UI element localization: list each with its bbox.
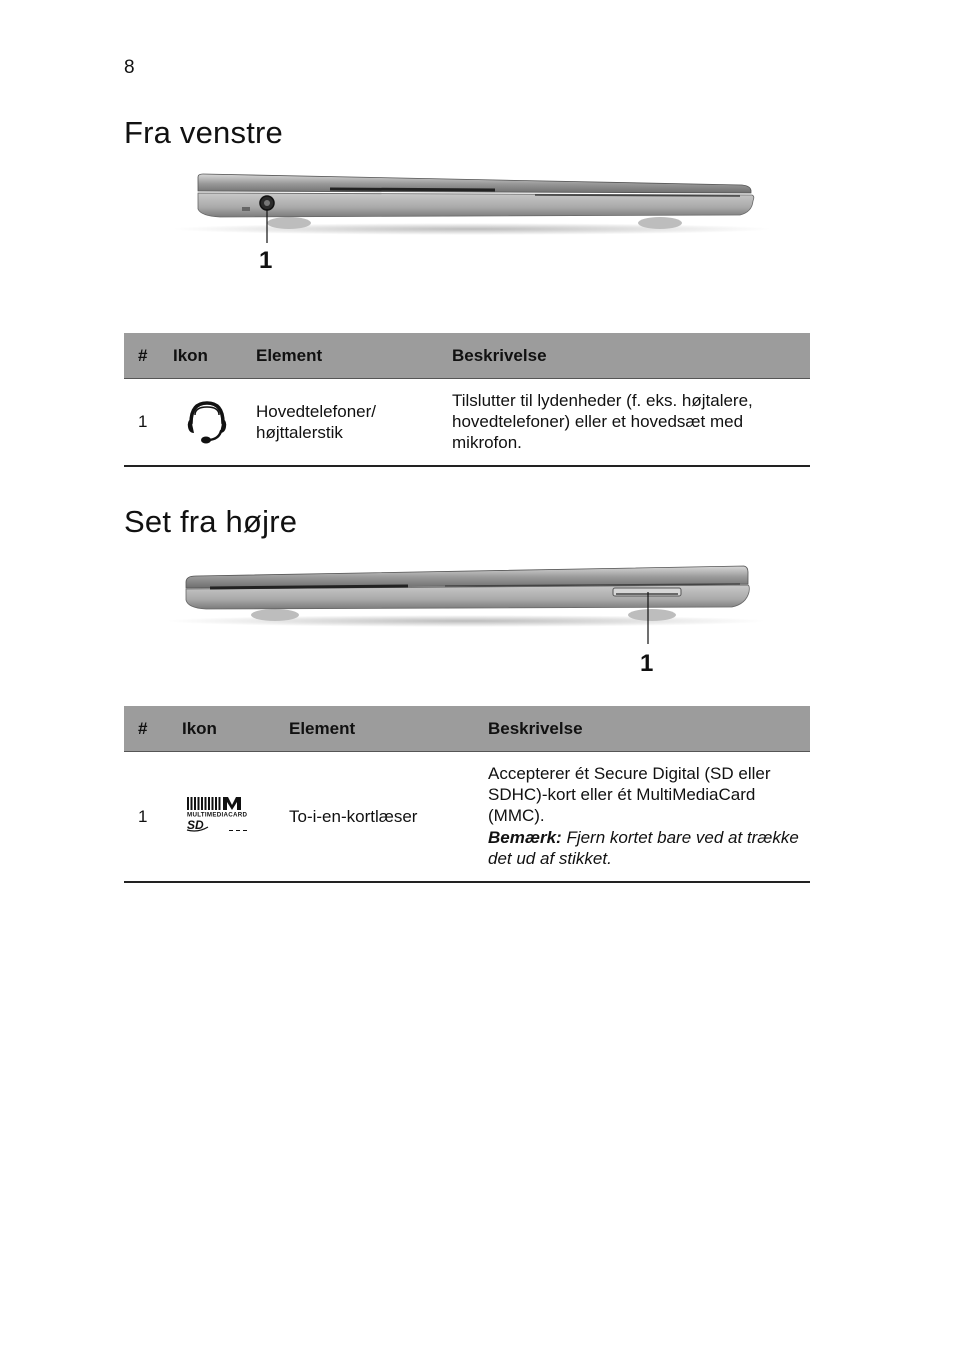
description-text: Accepterer ét Secure Digital (SD eller SDHC)-kort eller ét MultiMediaCard (MMC). [488,764,771,826]
row-icon-cell [182,752,289,882]
card-reader-icon-top-text: MULTIMEDIACARD [187,811,247,819]
right-side-table [124,706,810,883]
card-reader-icon [186,796,252,836]
header-number: # [124,706,182,752]
note [488,827,810,869]
element-line: Hovedtelefoner/ [256,401,377,421]
left-side-table [124,333,810,467]
table-row [124,752,810,882]
header-icon: Ikon [182,706,289,752]
callout-number: 1 [259,247,273,274]
section-title-right-view: Set fra højre [124,504,298,539]
section-title-left-view: Fra venstre [124,115,283,150]
callout-number: 1 [640,650,654,677]
header-description: Beskrivelse [452,333,810,379]
header-number: # [124,333,173,379]
page-number: 8 [124,57,135,78]
row-element [256,379,452,466]
laptop-left-side-illustration [0,165,954,285]
table-header-row [124,706,810,752]
card-reader-icon-bottom-text: SD [187,818,204,833]
table-header-row [124,333,810,379]
laptop-right-side-illustration [0,558,954,683]
note-label: Bemærk: [488,828,562,848]
row-number: 1 [138,412,148,432]
note-text: Fjern kortet bare ved at trække det ud af stikket. [488,828,799,869]
row-description [488,752,810,882]
row-element: To-i-en-kortlæser [289,806,418,826]
element-line: højttalerstik [256,422,343,442]
header-icon: Ikon [173,333,256,379]
row-description: Tilslutter til lydenheder (f. eks. højtalere, hovedtelefoner) eller et hovedsæt med mikrofon. [452,391,753,453]
header-description: Beskrivelse [488,706,810,752]
headset-icon [185,397,229,447]
header-element: Element [289,706,488,752]
header-element: Element [256,333,452,379]
row-number: 1 [138,806,148,826]
table-row [124,379,810,466]
row-icon-cell [173,379,256,466]
